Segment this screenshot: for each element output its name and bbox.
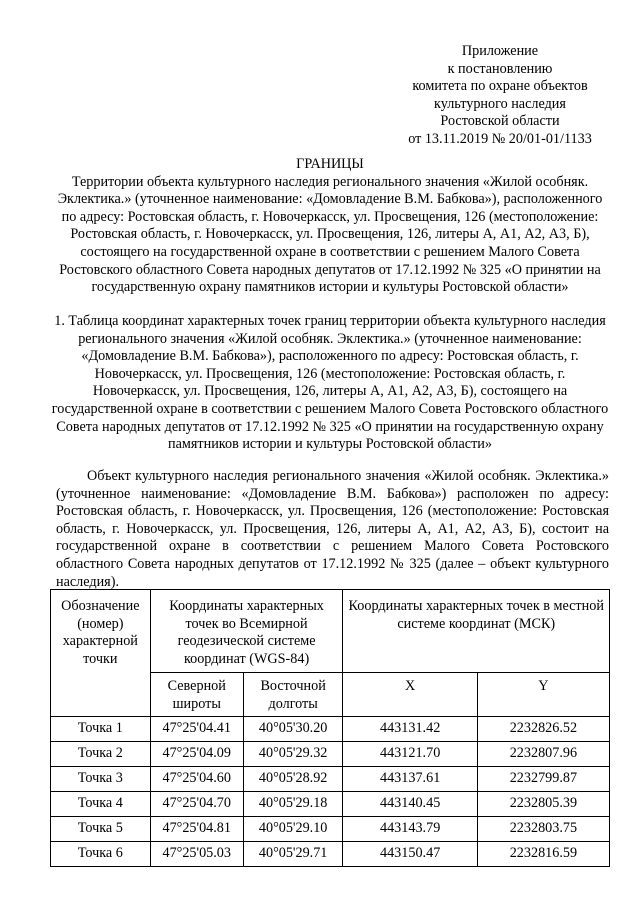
cell-y: 2232807.96 <box>477 742 609 767</box>
cell-point: Точка 1 <box>51 717 151 742</box>
table-row <box>51 767 610 792</box>
coordinates-table <box>50 589 610 867</box>
cell-latitude: 47°25'04.60 <box>150 767 243 792</box>
cell-latitude: 47°25'04.81 <box>150 817 243 842</box>
cell-y: 2232799.87 <box>477 767 609 792</box>
appendix-line: к постановлению <box>447 60 553 77</box>
cell-x: 443143.79 <box>343 817 477 842</box>
cell-x: 443131.42 <box>343 717 477 742</box>
cell-x: 443150.47 <box>343 842 477 867</box>
cell-y: 2232816.59 <box>477 842 609 867</box>
appendix-line: Приложение <box>461 43 539 59</box>
cell-point: Точка 5 <box>51 817 151 842</box>
header-north-latitude: Северной широты <box>150 673 243 717</box>
cell-longitude: 40°05'29.18 <box>243 792 343 817</box>
header-designation: Обозначение (номер) характерной точки <box>51 590 151 717</box>
header-wgs: Координаты характерных точек во Всемирной геодезической системе координат (WGS-84) <box>150 590 343 673</box>
cell-point: Точка 6 <box>51 842 151 867</box>
cell-y: 2232805.39 <box>477 792 609 817</box>
cell-longitude: 40°05'29.32 <box>243 742 343 767</box>
cell-point: Точка 4 <box>51 792 151 817</box>
cell-longitude: 40°05'28.92 <box>243 767 343 792</box>
appendix-line: Ростовской области <box>440 113 560 129</box>
table-row <box>51 817 610 842</box>
header-east-longitude: Восточной долготы <box>243 673 343 717</box>
title-text: Территории объекта культурного наследия регионального значения «Жилой особняк. Эклектика.» (уточненное наименование: «Домовладение В.М. Бабкова»), расположенного по адресу: Ростовская область, г. Новочеркасск, ул. Просвещения, 126 (местоположение: Ростовская область, г. Новочеркасск, ул. Просвещения, 126, литеры А, А1, А2, А3, Б), состоящего на государственной охране в соответствии с решением Малого Совета Ростовского областного Совета народных депутатов от 17.12.1992 № 325 «О принятии на государственную охрану памятников истории и культуры Ростовской области» <box>57 173 603 296</box>
table-caption: 1. Таблица координат характерных точек границ территории объекта культурного наследия регионального значения «Жилой особняк. Эклектика.» (уточненное наименование: «Домовладение В.М. Бабкова»), расположенного по адресу: Ростовская область, г. Новочеркасск, ул. Просвещения, 126 (местоположение: Ростовская область, г. Новочеркасск, ул. Просвещения, 126, литеры А, А1, А2, А3, Б), состоящего на государственной охране в соответствии с решением Малого Совета Ростовского областного Совета народных депутатов от 17.12.1992 № 325 «О принятии на государственную охрану памятников истории и культуры Ростовской области» <box>51 313 609 453</box>
cell-latitude: 47°25'05.03 <box>150 842 243 867</box>
title-block <box>50 156 610 297</box>
cell-x: 443137.61 <box>343 767 477 792</box>
table-row <box>51 742 610 767</box>
cell-y: 2232803.75 <box>477 817 609 842</box>
table-header-row <box>51 590 610 673</box>
header-msk: Координаты характерных точек в местной системе координат (МСК) <box>343 590 610 673</box>
header-y: Y <box>477 673 609 717</box>
cell-longitude: 40°05'29.10 <box>243 817 343 842</box>
cell-x: 443121.70 <box>343 742 477 767</box>
table-row <box>51 842 610 867</box>
cell-latitude: 47°25'04.41 <box>150 717 243 742</box>
appendix-line: комитета по охране объектов <box>412 78 588 94</box>
cell-point: Точка 2 <box>51 742 151 767</box>
appendix-block <box>390 43 610 148</box>
appendix-line: культурного наследия <box>434 95 566 112</box>
cell-latitude: 47°25'04.09 <box>150 742 243 767</box>
appendix-line: от 13.11.2019 № 20/01-01/1133 <box>408 130 592 147</box>
header-x: X <box>343 673 477 717</box>
cell-point: Точка 3 <box>51 767 151 792</box>
body-paragraph: Объект культурного наследия регионального значения «Жилой особняк. Эклектика.» (уточненное наименование: «Домовладение В.М. Бабкова») расположен по адресу: Ростовская область, г. Новочеркасск, ул. Просвещения, 126 (местоположение: Ростовская область, г. Новочеркасск, ул. Просвещения, 126, литеры А, А1, А2, А3, Б), состоит на государственной охране в соответствии с решением Малого Совета Ростовского областного Совета народных депутатов от 17.12.1992 № 325 (далее – объект культурного наследия). <box>56 468 609 590</box>
cell-longitude: 40°05'29.71 <box>243 842 343 867</box>
table-row <box>51 792 610 817</box>
cell-longitude: 40°05'30.20 <box>243 717 343 742</box>
document-heading: ГРАНИЦЫ <box>296 156 364 172</box>
cell-y: 2232826.52 <box>477 717 609 742</box>
cell-latitude: 47°25'04.70 <box>150 792 243 817</box>
cell-x: 443140.45 <box>343 792 477 817</box>
table-row <box>51 717 610 742</box>
